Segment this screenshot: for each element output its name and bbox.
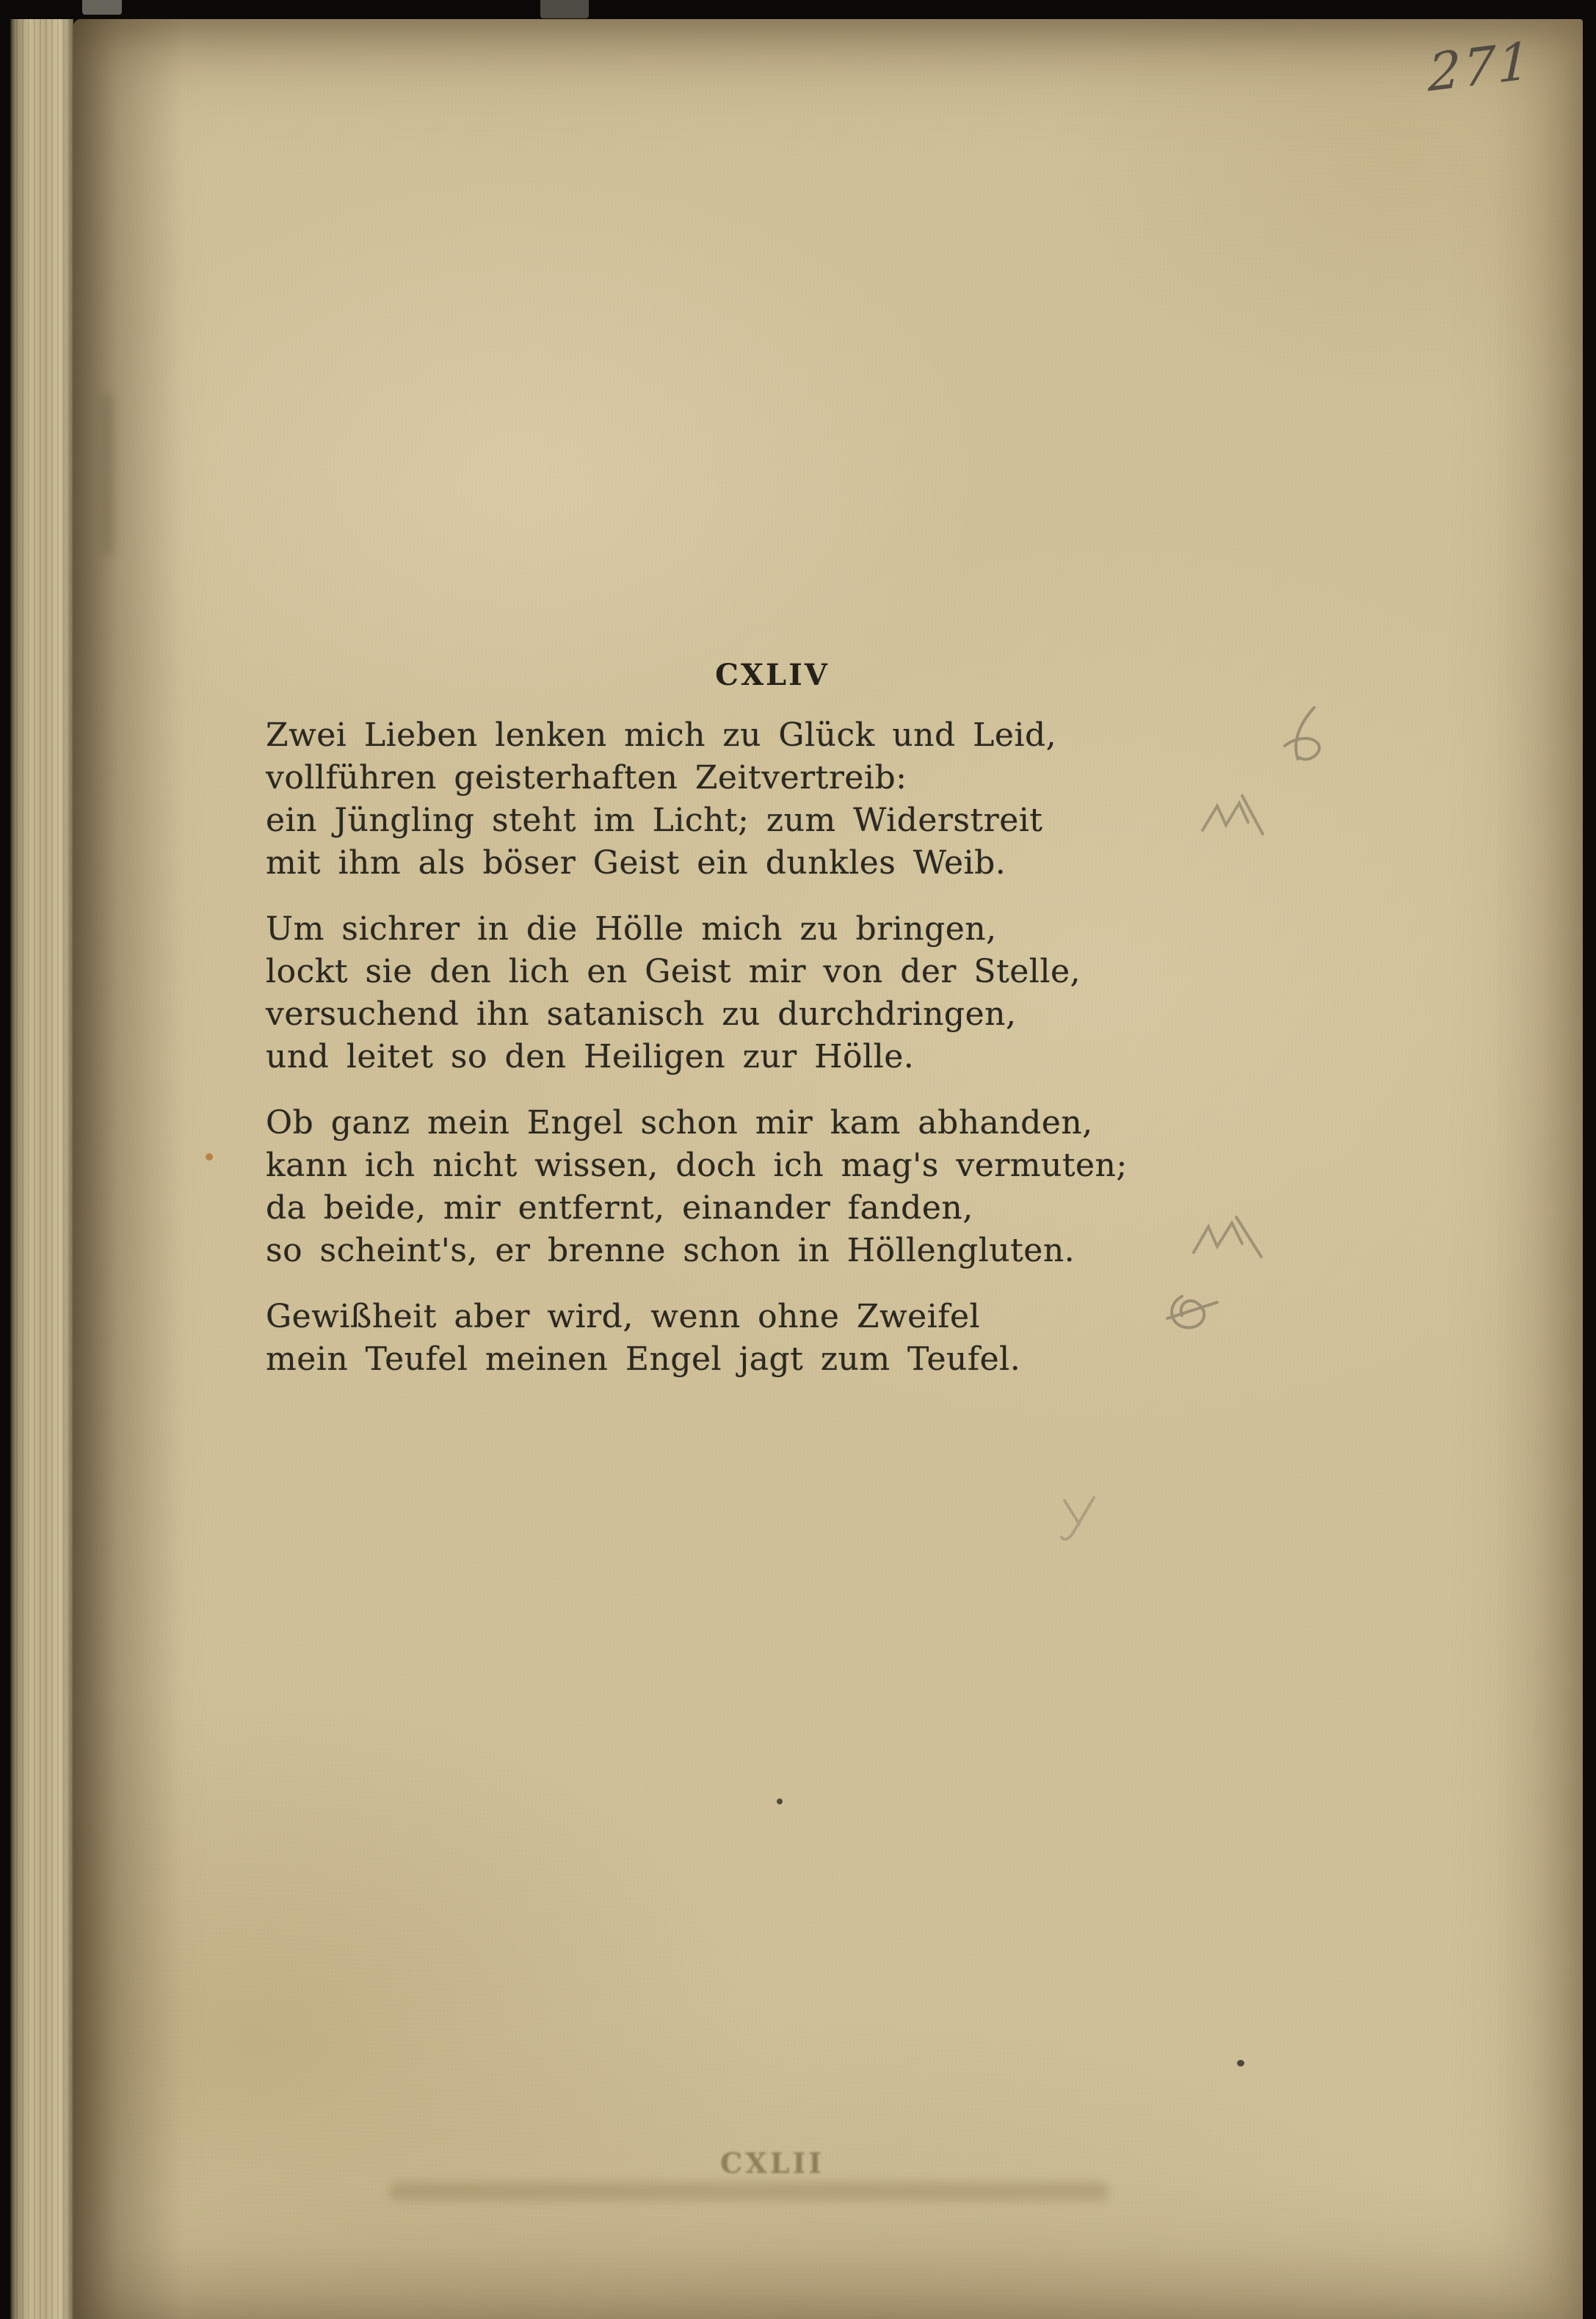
pencil-scribble (1057, 1495, 1101, 1546)
pencil-scribble (1160, 1282, 1225, 1333)
foxing-spot (206, 1153, 213, 1161)
poem (266, 658, 1279, 1404)
poem-stanza (266, 908, 1279, 1078)
pencil-scribble (1197, 790, 1270, 841)
showthrough-heading: CXLII (720, 2146, 824, 2180)
poem-line: versuchend ihn satanisch zu durchdringen, (266, 995, 1017, 1033)
poem-line: mit ihm als böser Geist ein dunkles Weib. (266, 844, 1006, 882)
book-fore-edge (10, 19, 73, 2319)
poem-line: Zwei Lieben lenken mich zu Glück und Leid, (266, 716, 1057, 754)
smudge (101, 393, 113, 555)
book-page (73, 19, 1583, 2319)
pencil-scribble (1189, 1208, 1266, 1261)
poem-line: Gewißheit aber wird, wenn ohne Zweifel (266, 1298, 981, 1335)
poem-line: Ob ganz mein Engel schon mir kam abhanden, (266, 1104, 1093, 1142)
poem-line: lockt sie den lich en Geist mir von der Stelle, (266, 953, 1081, 990)
poem-heading: CXLIV (715, 658, 830, 692)
poem-stanza (266, 1296, 1279, 1381)
poem-line: Um sichrer in die Hölle mich zu bringen, (266, 910, 997, 948)
scanner-artifact (82, 0, 122, 15)
poem-line: da beide, mir entfernt, einander fanden, (266, 1189, 973, 1227)
gutter-shadow (73, 19, 184, 2319)
showthrough-text-ghost (389, 2182, 1109, 2201)
ink-speck (1237, 2060, 1244, 2066)
poem-line: mein Teufel meinen Engel jagt zum Teufel. (266, 1340, 1021, 1378)
scanner-artifact (540, 0, 589, 18)
poem-line: und leitet so den Heiligen zur Hölle. (266, 1038, 915, 1075)
handwritten-page-number: 271 (1427, 29, 1533, 104)
ink-speck (777, 1799, 783, 1804)
poem-line: ein Jüngling steht im Licht; zum Widerstreit (266, 802, 1043, 839)
pencil-scribble (1270, 702, 1341, 772)
poem-line: vollführen geisterhaften Zeitvertreib: (266, 759, 907, 796)
poem-stanza (266, 1102, 1279, 1272)
poem-stanza (266, 714, 1279, 885)
poem-line: kann ich nicht wissen, doch ich mag's vermuten; (266, 1147, 1128, 1184)
poem-line: so scheint's, er brenne schon in Höllengluten. (266, 1232, 1076, 1269)
